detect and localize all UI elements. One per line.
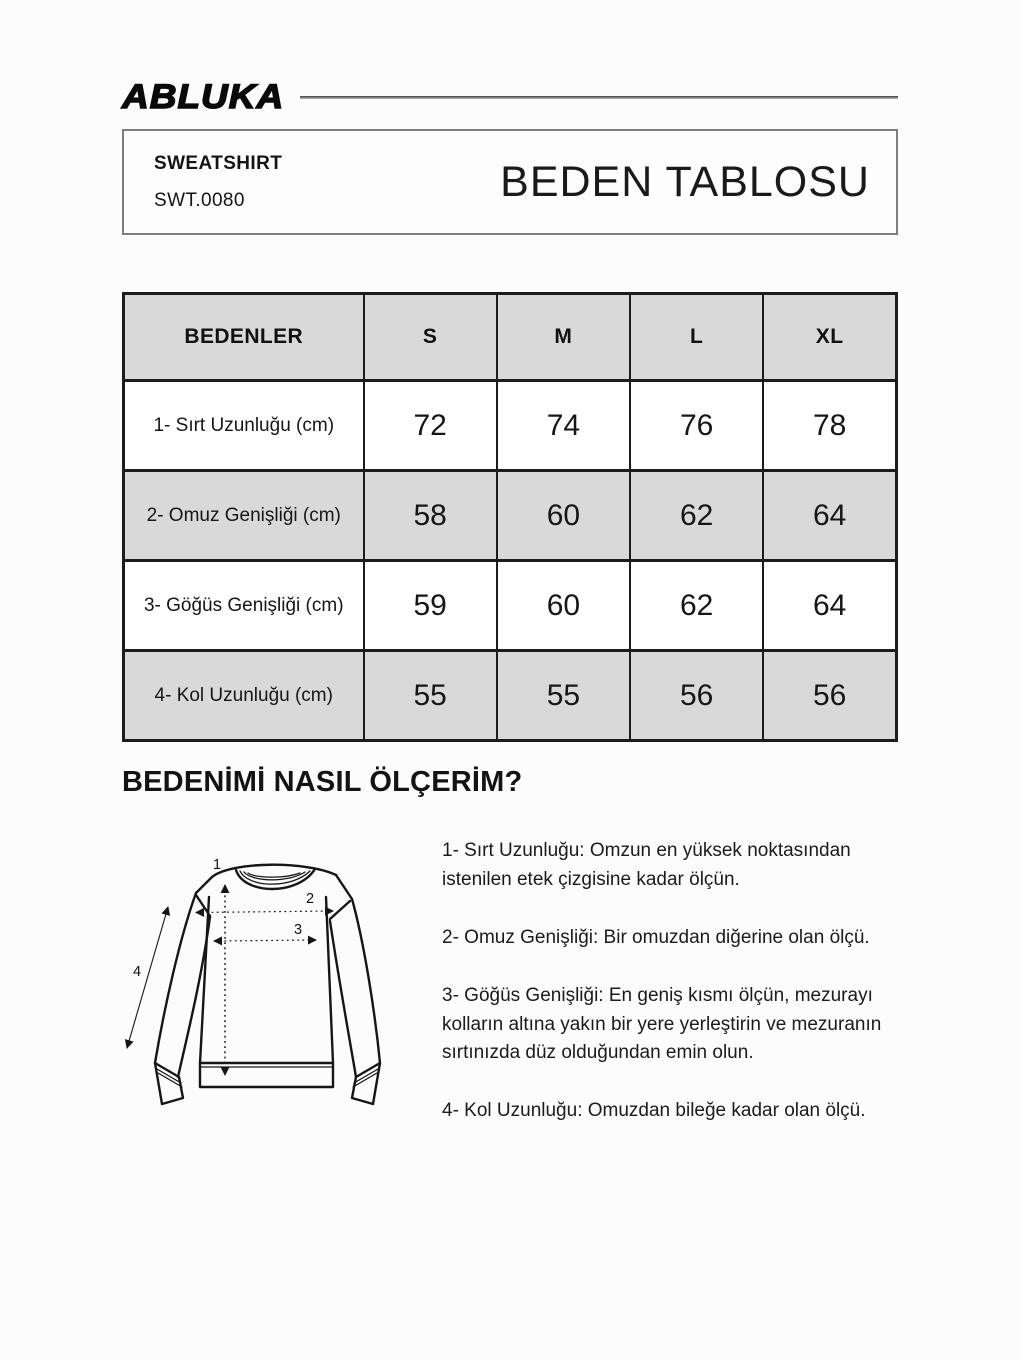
how-to-measure-heading: BEDENİMİ NASIL ÖLÇERİM? (122, 766, 523, 798)
measurement-instructions (424, 837, 898, 1126)
instruction-paragraph: 4- Kol Uzunluğu: Omuzdan bileğe kadar olan ölçü. (442, 1100, 866, 1122)
measurement-label: 4- Kol Uzunluğu (cm) (124, 651, 364, 741)
product-info (124, 153, 409, 212)
size-value-cell: 72 (364, 381, 497, 471)
size-value-cell: 55 (364, 651, 497, 741)
product-code: SWT.0080 (154, 189, 245, 211)
table-row (124, 651, 897, 741)
instruction-paragraph: 3- Göğüs Genişliği: En geniş kısmı ölçün, mezurayı kolların altına yakın bir yere yerleştirin ve mezuranın sırtınızda düz olduğundan emin olun. (442, 984, 882, 1064)
table-row (124, 561, 897, 651)
page-title: BEDEN TABLOSU (500, 157, 870, 206)
size-value-cell: 64 (763, 471, 896, 561)
size-value-cell: 78 (763, 381, 896, 471)
size-value-cell: 55 (497, 651, 630, 741)
brand-header (122, 78, 898, 114)
size-guide-sheet (122, 78, 898, 1126)
how-to-measure-section (122, 837, 898, 1126)
size-value-cell: 56 (763, 651, 896, 741)
brand-logo: ABLUKA (122, 77, 285, 115)
table-row (124, 381, 897, 471)
measurement-label: 2- Omuz Genişliği (cm) (124, 471, 364, 561)
instruction-paragraph: 2- Omuz Genişliği: Bir omuzdan diğerine olan ölçü. (442, 926, 870, 948)
sweatshirt-rib-lines (157, 871, 378, 1087)
instruction-paragraph: 1- Sırt Uzunluğu: Omzun en yüksek noktasından istenilen etek çizgisine kadar ölçün. (442, 840, 851, 890)
column-header-size: M (497, 294, 630, 381)
diagram-label-2: 2 (305, 891, 315, 907)
diagram-label-4: 4 (132, 964, 142, 980)
sweatshirt-outline (155, 865, 380, 1104)
size-value-cell: 60 (497, 471, 630, 561)
measurement-label: 3- Göğüs Genişliği (cm) (124, 561, 364, 651)
product-type: SWEATSHIRT (154, 152, 283, 174)
size-value-cell: 62 (630, 561, 763, 651)
diagram-number-labels (133, 857, 314, 980)
size-value-cell: 74 (497, 381, 630, 471)
table-row (124, 471, 897, 561)
sweatshirt-measurement-diagram (112, 837, 424, 1126)
product-header-box (122, 129, 898, 235)
size-value-cell: 64 (763, 561, 896, 651)
size-value-cell: 62 (630, 471, 763, 561)
diagram-label-3: 3 (293, 922, 303, 938)
diagram-label-1: 1 (212, 857, 222, 873)
measurement-label: 1- Sırt Uzunluğu (cm) (124, 381, 364, 471)
size-table-body (124, 381, 897, 741)
measure-arrow-2 (196, 911, 333, 913)
column-header-size: L (630, 294, 763, 381)
measure-arrow-3 (214, 940, 316, 941)
column-header-size: S (364, 294, 497, 381)
sweatshirt-diagram-svg (112, 837, 424, 1119)
size-table (122, 292, 898, 742)
size-value-cell: 76 (630, 381, 763, 471)
size-value-cell: 60 (497, 561, 630, 651)
size-value-cell: 56 (630, 651, 763, 741)
size-value-cell: 58 (364, 471, 497, 561)
size-table-header-row (124, 294, 897, 381)
size-value-cell: 59 (364, 561, 497, 651)
column-header-label: BEDENLER (124, 294, 364, 381)
column-header-size: XL (763, 294, 896, 381)
brand-divider-line (300, 96, 898, 99)
